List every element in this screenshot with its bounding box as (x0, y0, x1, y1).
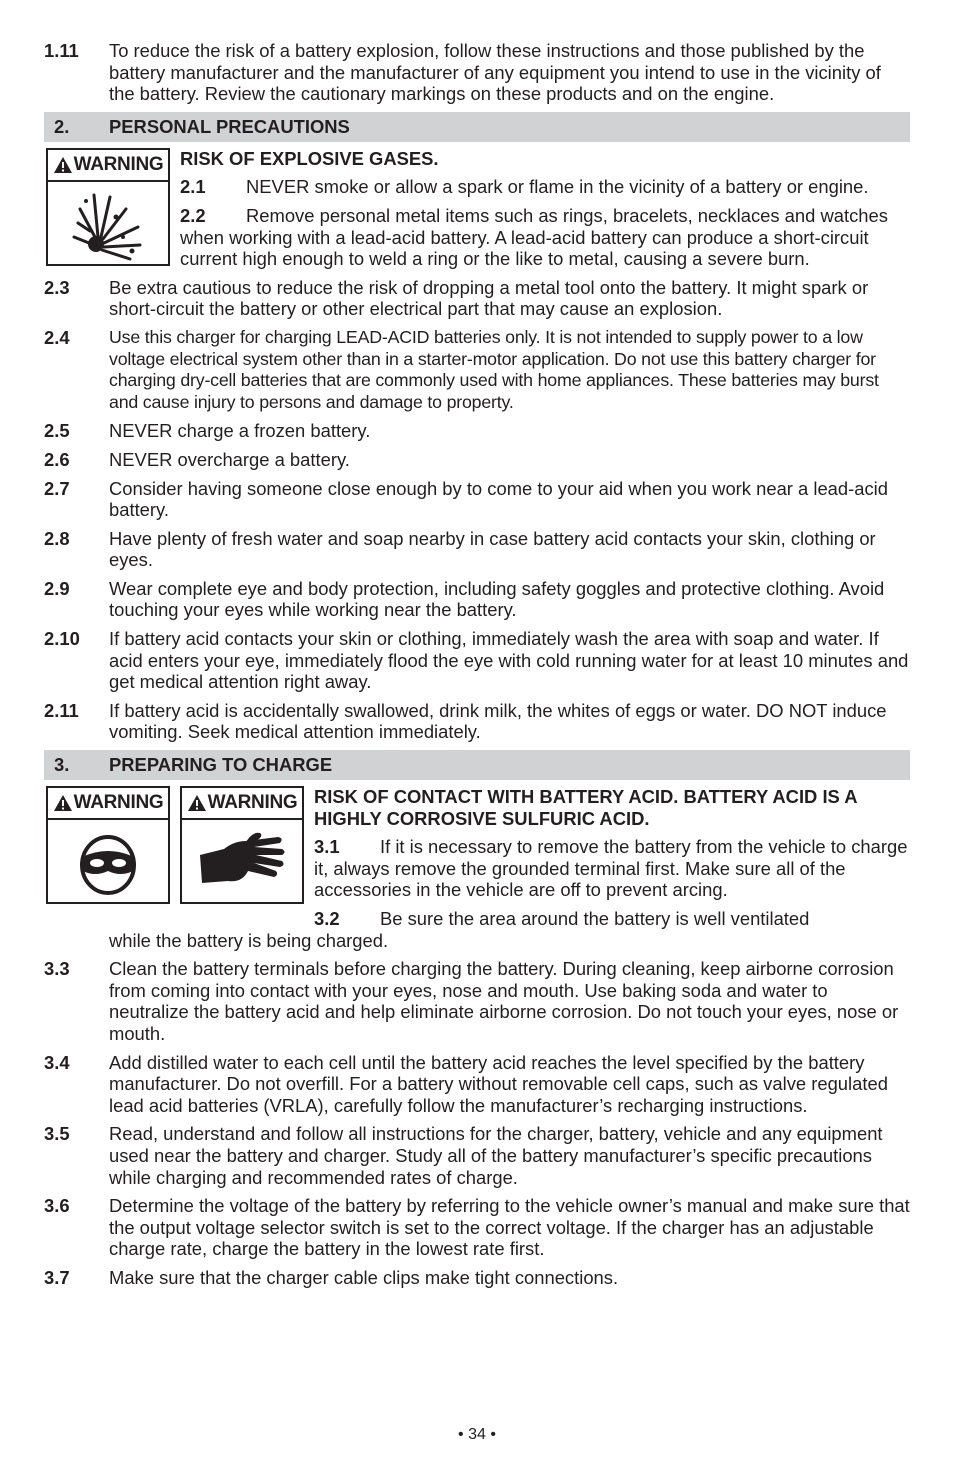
protective-glove-icon (182, 820, 302, 904)
risk-heading: RISK OF EXPLOSIVE GASES. (180, 147, 439, 169)
item-number: 2.7 (44, 477, 70, 499)
explosion-icon (48, 182, 168, 266)
section-number: 2. (54, 115, 70, 137)
item-number: 2.9 (44, 577, 70, 599)
item-number: 2.3 (44, 276, 70, 298)
instruction-item (180, 176, 910, 198)
item-number: 3.7 (44, 1266, 70, 1288)
safety-goggles-icon (48, 820, 168, 904)
item-text: Wear complete eye and body protection, including safety goggles and protective clothing. Avoid touching your eyes while working near the battery. (109, 577, 885, 621)
instruction-item (44, 700, 910, 743)
warning-label: WARNING (48, 788, 168, 820)
item-text: To reduce the risk of a battery explosion, follow these instructions and those published by the battery manufacturer and the manufacturer of any equipment you intend to use in the vicinity of the battery. Review the cautionary markings on these products and on the engine. (109, 40, 881, 105)
item-text: Determine the voltage of the battery by referring to the vehicle owner’s manual and make sure that the output voltage selector switch is set to the correct voltage. If the charger has an adjustable charge rate, charge the battery in the lowest rate first. (109, 1195, 910, 1260)
item-text: Consider having someone close enough by to come to your aid when you work near a lead-acid battery. (109, 477, 888, 521)
item-text: Clean the battery terminals before charging the battery. During cleaning, keep airborne corrosion from coming into contact with your eyes, nose and mouth. Use baking soda and water to neutralize the battery acid and help eliminate airborne corrosion. Do not touch your eyes, nose or mouth. (109, 958, 899, 1044)
instruction-item (44, 1123, 910, 1188)
warning-box-glove (180, 786, 304, 904)
item-text: Be sure the area around the battery is well ventilated (380, 908, 810, 929)
item-text: Make sure that the charger cable clips make tight connections. (109, 1266, 619, 1288)
instruction-item (314, 908, 910, 930)
item-number: 2.2 (180, 204, 206, 226)
item-text-continuation: while the battery is being charged. (109, 929, 389, 951)
warning-box (46, 148, 170, 266)
instruction-item (44, 628, 910, 693)
instruction-item (44, 478, 910, 521)
warning-content (180, 148, 910, 270)
warning-box-goggles (46, 786, 170, 904)
instruction-item (44, 327, 910, 413)
instruction-item (314, 836, 910, 901)
item-text: If it is necessary to remove the battery from the vehicle to charge it, always remove the grounded terminal first. Make sure all of the accessories in the vehicle are off to prevent arcing. (314, 836, 908, 901)
item-text: Use this charger for charging LEAD-ACID batteries only. It is not intended to supply power to a low voltage electrical system other than in a starter-motor application. Do not use this battery charger for charging dry-cell batteries that are commonly used with home appliances. These batteries may burst and cause injury to persons and damage to property. (109, 326, 879, 412)
warning-label: WARNING (182, 788, 302, 820)
item-text: Add distilled water to each cell until the battery acid reaches the level specified by the battery manufacturer. Do not overfill. For a battery without removable cell caps, such as valve regulated lead acid batteries (VRLA), carefully follow the manufacturer’s recharging instructions. (109, 1051, 888, 1116)
instruction-item (44, 449, 910, 471)
warning-content (314, 786, 910, 930)
item-number: 2.10 (44, 628, 80, 650)
item-text: NEVER overcharge a battery. (109, 448, 350, 470)
instruction-item (44, 578, 910, 621)
item-number: 3.2 (314, 908, 340, 929)
alert-triangle-icon (53, 156, 73, 174)
item-text: Be extra cautious to reduce the risk of dropping a metal tool onto the battery. It might spark or short-circuit the battery or other electrical part that may cause an explosion. (109, 276, 869, 320)
item-number: 3.1 (314, 836, 340, 858)
alert-triangle-icon (187, 794, 207, 812)
item-text: If battery acid is accidentally swallowed, drink milk, the whites of eggs or water. DO NOT induce vomiting. Seek medical attention immediately. (109, 699, 887, 743)
section-title: PREPARING TO CHARGE (109, 754, 333, 776)
alert-triangle-icon (53, 794, 73, 812)
item-text: NEVER charge a frozen battery. (109, 420, 371, 442)
instruction-item (44, 277, 910, 320)
item-number: 3.6 (44, 1195, 70, 1217)
item-number: 3.3 (44, 958, 70, 980)
item-number: 2.11 (44, 699, 79, 721)
instruction-item (44, 1195, 910, 1260)
section-title: PERSONAL PRECAUTIONS (109, 115, 350, 137)
instruction-item (44, 528, 910, 571)
item-number: 3.4 (44, 1051, 70, 1073)
section-header-personal-precautions (44, 112, 910, 142)
instruction-item (180, 205, 910, 270)
item-text: NEVER smoke or allow a spark or flame in the vicinity of a battery or engine. (246, 176, 869, 198)
battery-acid-warning-block (44, 786, 910, 930)
instruction-item (44, 40, 910, 105)
page-number: • 34 • (458, 1426, 496, 1443)
item-number: 2.5 (44, 420, 70, 442)
instruction-item (44, 958, 910, 1044)
item-number: 1.11 (44, 40, 79, 61)
instruction-item (44, 1267, 910, 1289)
item-text: Have plenty of fresh water and soap nearby in case battery acid contacts your skin, clothing or eyes. (109, 527, 876, 571)
warning-label: WARNING (48, 150, 168, 182)
section-header-preparing-to-charge (44, 750, 910, 780)
item-text: If battery acid contacts your skin or clothing, immediately wash the area with soap and water. If acid enters your eye, immediately flood the eye with cold running water for at least 10 minutes and get medical attention right away. (109, 628, 909, 693)
item-number: 2.1 (180, 176, 206, 198)
item-number: 2.6 (44, 448, 70, 470)
item-text: Remove personal metal items such as rings, bracelets, necklaces and watches when working with a lead-acid battery. A lead-acid battery can produce a short-circuit current high enough to weld a ring or the like to metal, causing a severe burn. (180, 204, 888, 270)
instruction-item (44, 1052, 910, 1117)
section-number: 3. (54, 754, 70, 776)
manual-page (44, 40, 910, 1296)
item-number: 2.8 (44, 527, 70, 549)
explosive-gases-warning-block (44, 148, 910, 270)
item-text: Read, understand and follow all instructions for the charger, battery, vehicle and any equipment used near the battery and charger. Study all of the battery manufacturer’s specific precautions while charging and recommended rates of charge. (109, 1123, 883, 1188)
risk-heading: RISK OF CONTACT WITH BATTERY ACID. BATTERY ACID IS A HIGHLY CORROSIVE SULFURIC ACID. (314, 786, 857, 829)
item-number: 2.4 (44, 326, 70, 348)
item-number: 3.5 (44, 1123, 70, 1145)
instruction-item (44, 420, 910, 442)
